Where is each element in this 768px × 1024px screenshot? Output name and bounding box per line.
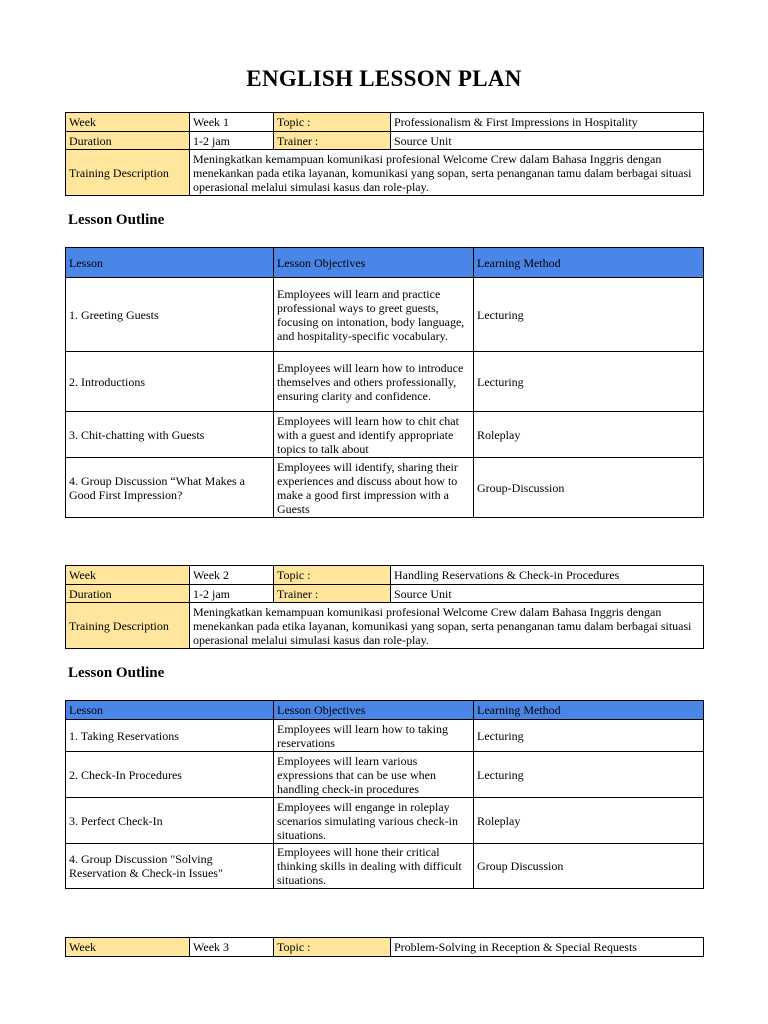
trainer-value: Source Unit (391, 585, 704, 603)
topic-value: Handling Reservations & Check-in Procedures (391, 566, 704, 585)
duration-row (66, 132, 704, 150)
lesson-outline-heading: Lesson Outline (68, 665, 165, 681)
lesson-name: 4. Group Discussion "Solving Reservation & Check-in Issues" (66, 844, 274, 889)
learning-method: Roleplay (474, 412, 704, 458)
lesson-objective: Employees will learn various expressions that can be use when handling check-in procedures (274, 752, 474, 798)
lesson-name: 2. Check-In Procedures (66, 752, 274, 798)
duration-value: 1-2 jam (190, 585, 274, 603)
topic-label: Topic : (274, 113, 391, 132)
learning-method: Group-Discussion (474, 458, 704, 518)
week-label: Week (66, 566, 190, 585)
week-row (66, 938, 704, 957)
lesson-name: 1. Greeting Guests (66, 278, 274, 352)
lesson-name: 4. Group Discussion “What Makes a Good First Impression? (66, 458, 274, 518)
topic-value: Problem-Solving in Reception & Special Requests (391, 938, 704, 957)
trainer-value: Source Unit (391, 132, 704, 150)
description-row (66, 150, 704, 196)
trainer-label: Trainer : (274, 585, 391, 603)
outline-header-row (66, 701, 704, 720)
week-label: Week (66, 113, 190, 132)
training-description-value: Meningkatkan kemampuan komunikasi profesional Welcome Crew dalam Bahasa Inggris dengan menekankan pada etika layanan, komunikasi yang sopan, serta penanganan tamu dalam berbagai situasi operasional melalui simulasi kasus dan role-play. (190, 150, 704, 196)
lesson-outline-heading: Lesson Outline (68, 212, 165, 228)
training-description-value: Meningkatkan kemampuan komunikasi profesional Welcome Crew dalam Bahasa Inggris dengan menekankan pada etika layanan, komunikasi yang sopan, serta penanganan tamu dalam berbagai situasi operasional melalui simulasi kasus dan role-play. (190, 603, 704, 649)
lesson-column-header: Lesson (66, 701, 274, 720)
learning-method: Roleplay (474, 798, 704, 844)
lesson-name: 1. Taking Reservations (66, 720, 274, 752)
learning-method: Lecturing (474, 278, 704, 352)
learning-method: Lecturing (474, 720, 704, 752)
lesson-column-header: Lesson (66, 248, 274, 278)
week-value: Week 2 (190, 566, 274, 585)
trainer-label: Trainer : (274, 132, 391, 150)
table-row (66, 278, 704, 352)
table-row (66, 352, 704, 412)
week-label: Week (66, 938, 190, 957)
objectives-column-header: Lesson Objectives (274, 248, 474, 278)
document-title: ENGLISH LESSON PLAN (246, 66, 522, 91)
learning-method: Lecturing (474, 352, 704, 412)
topic-label: Topic : (274, 566, 391, 585)
week-3-info-table (65, 937, 704, 957)
week-row (66, 113, 704, 132)
method-column-header: Learning Method (474, 701, 704, 720)
learning-method: Lecturing (474, 752, 704, 798)
topic-value: Professionalism & First Impressions in Hospitality (391, 113, 704, 132)
lesson-objective: Employees will learn how to introduce themselves and others professionally, ensuring clarity and confidence. (274, 352, 474, 412)
week-2-info-table (65, 565, 704, 649)
lesson-objective: Employees will learn how to taking reservations (274, 720, 474, 752)
table-row (66, 720, 704, 752)
lesson-objective: Employees will engange in roleplay scenarios simulating various check-in situations. (274, 798, 474, 844)
description-row (66, 603, 704, 649)
duration-row (66, 585, 704, 603)
table-row (66, 752, 704, 798)
table-row (66, 458, 704, 518)
week-value: Week 1 (190, 113, 274, 132)
lesson-name: 2. Introductions (66, 352, 274, 412)
week-2-outline-table (65, 700, 704, 889)
lesson-name: 3. Chit-chatting with Guests (66, 412, 274, 458)
week-value: Week 3 (190, 938, 274, 957)
duration-value: 1-2 jam (190, 132, 274, 150)
lesson-objective: Employees will hone their critical thinking skills in dealing with difficult situations. (274, 844, 474, 889)
duration-label: Duration (66, 132, 190, 150)
table-row (66, 844, 704, 889)
week-1-outline-table (65, 247, 704, 518)
week-row (66, 566, 704, 585)
lesson-name: 3. Perfect Check-In (66, 798, 274, 844)
duration-label: Duration (66, 585, 190, 603)
table-row (66, 798, 704, 844)
lesson-objective: Employees will identify, sharing their experiences and discuss about how to make a good first impression with a Guests (274, 458, 474, 518)
lesson-objective: Employees will learn how to chit chat with a guest and identify appropriate topics to talk about (274, 412, 474, 458)
lesson-objective: Employees will learn and practice professional ways to greet guests, focusing on intonation, body language, and hospitality-specific vocabulary. (274, 278, 474, 352)
topic-label: Topic : (274, 938, 391, 957)
learning-method: Group Discussion (474, 844, 704, 889)
training-description-label: Training Description (66, 603, 190, 649)
week-1-info-table (65, 112, 704, 196)
outline-header-row (66, 248, 704, 278)
table-row (66, 412, 704, 458)
training-description-label: Training Description (66, 150, 190, 196)
method-column-header: Learning Method (474, 248, 704, 278)
objectives-column-header: Lesson Objectives (274, 701, 474, 720)
